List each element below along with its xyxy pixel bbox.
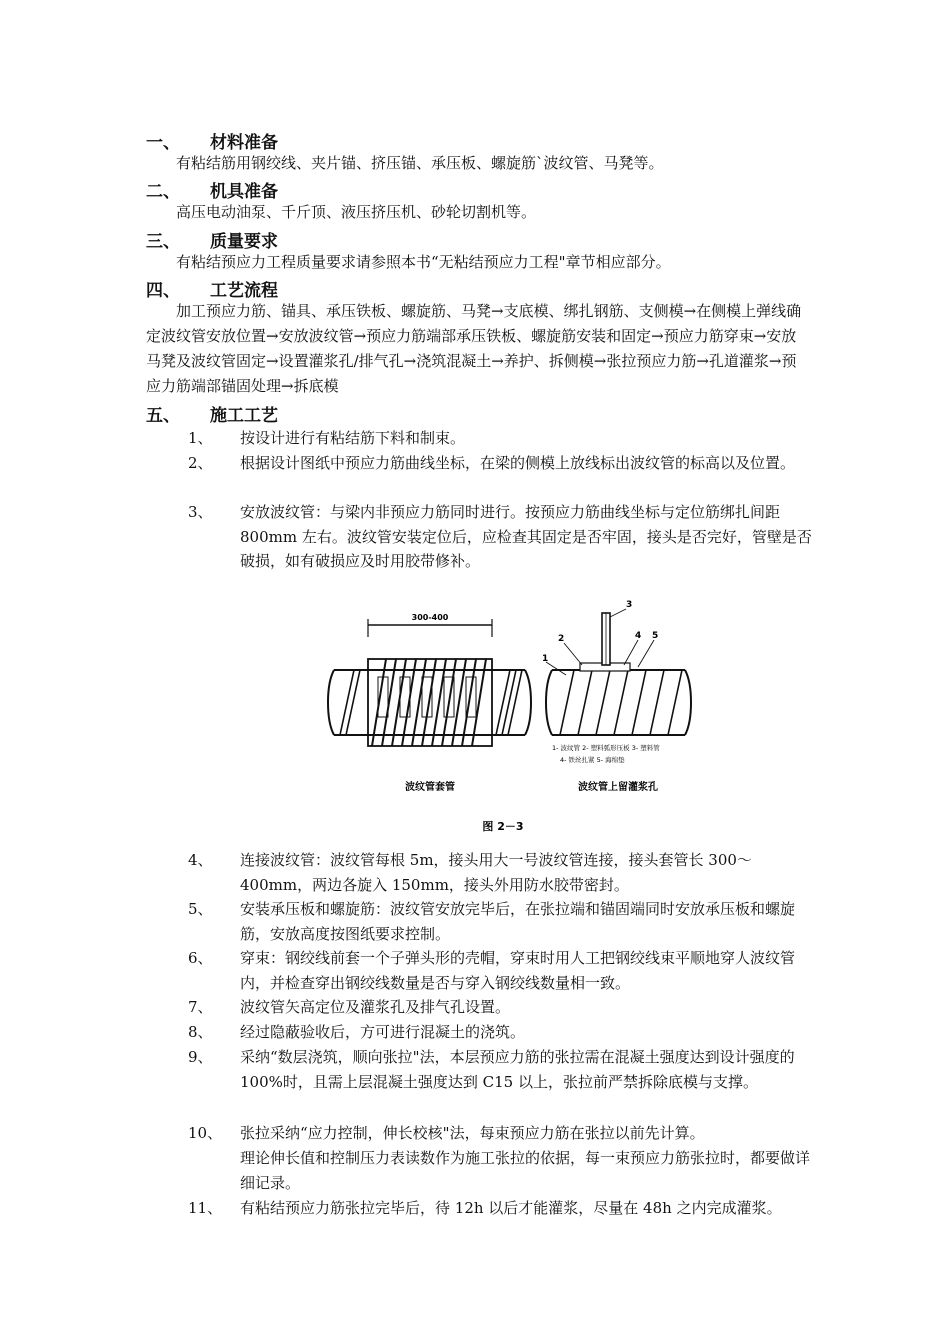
legend-line-1: 1- 波纹管 2- 塑料弧形压板 3- 塑料管 [552,744,660,752]
corrugated-duct-figure [320,595,700,845]
section-heading-2 [146,177,278,202]
step-text: 波纹管矢高定位及灌浆孔及排气孔设置。 [240,998,511,1016]
step-number: 8、 [188,1023,213,1041]
callout-5: 5 [652,631,659,641]
section-title: 工艺流程 [210,281,278,301]
callout-4: 4 [635,631,642,641]
step-number: 11、 [188,1199,223,1217]
section-number: 二、 [146,182,180,202]
section-body: 有粘结预应力工程质量要求请参照本书“无粘结预应力工程"章节相应部分。 [176,253,671,271]
callout-3: 3 [626,600,633,610]
legend-line-2: 4- 铁丝扎紧 5- 海绵垫 [560,756,625,764]
step-text: 根据设计图纸中预应力筋曲线坐标，在梁的侧模上放线标出波纹管的标高以及位置。 [240,454,796,472]
section-number: 五、 [146,406,180,426]
section-number: 一、 [146,133,180,153]
section-heading-3 [146,227,278,252]
callout-2: 2 [558,634,565,644]
step-text: 连接波纹管：波纹管每根 5m，接头用大一号波纹管连接，接头套管长 300～400mm，两边各旋入 150mm，接头外用防水胶带密封。 [240,851,752,894]
section-heading-4 [146,276,278,301]
step-number: 9、 [188,1048,213,1066]
step-number: 6、 [188,949,213,967]
step-number: 3、 [188,503,213,521]
step-number: 10、 [188,1124,223,1142]
step-text: 安装承压板和螺旋筋：波纹管安放完毕后，在张拉端和锚固端同时安放承压板和螺旋筋，安放高度按图纸要求控制。 [240,900,796,943]
step-text: 经过隐蔽验收后，方可进行混凝土的浇筑。 [240,1023,526,1041]
step-number: 4、 [188,851,213,869]
section-title: 施工工艺 [210,406,278,426]
section-title: 材料准备 [210,133,278,153]
step-text: 按设计进行有粘结筋下料和制束。 [240,429,466,447]
duct-sleeve-drawing [328,613,531,793]
section-title: 质量要求 [210,232,278,252]
callout-1: 1 [542,654,549,664]
grout-hole-drawing [542,600,691,793]
section-number: 四、 [146,281,180,301]
step-number: 5、 [188,900,213,918]
step-text: 安放波纹管：与梁内非预应力筋同时进行。按预应力筋曲线坐标与定位筋绑扎间距 800mm 左右。波纹管安装定位后，应检查其固定是否牢固，接头是否完好，管壁是否破损，如有破损应及时用胶带修补。 [240,503,812,570]
step-text: 穿束：钢绞线前套一个子弹头形的壳帽，穿束时用人工把钢绞线束平顺地穿人波纹管内，并检查穿出钢绞线数量是否与穿入钢绞线数量相一致。 [240,949,796,992]
step-number: 7、 [188,998,213,1016]
section-number: 三、 [146,232,180,252]
step-text: 采纳“数层浇筑，顺向张拉"法，本层预应力筋的张拉需在混凝土强度达到设计强度的 100%时，且需上层混凝土强度达到 C15 以上，张拉前严禁拆除底模与支撑。 [240,1048,795,1091]
section-body: 有粘结筋用钢绞线、夹片锚、挤压锚、承压板、螺旋筋`波纹管、马凳等。 [176,154,664,172]
step-10-note: 理论伸长值和控制压力表读数作为施工张拉的依据，每一束预应力筋张拉时，都要做详细记录。 [240,1149,811,1192]
step-number: 1、 [188,429,213,447]
process-flow-text: 加工预应力筋、锚具、承压铁板、螺旋筋、马凳→支底模、绑扎钢筋、支侧模→在侧模上弹线确定波纹管安放位置→安放波纹管→预应力筋端部承压铁板、螺旋筋安装和固定→预应力筋穿束→安放马凳及波纹管固定→设置灌浆孔/排气孔→浇筑混凝土→养护、拆侧模→张拉预应力筋→孔道灌浆→预应力筋端部锚固处理→拆底模 [146,302,802,395]
section-title: 机具准备 [210,182,278,202]
step-text: 张拉采纳“应力控制，伸长校核"法，每束预应力筋在张拉以前先计算。 [240,1124,705,1142]
section-heading-1 [146,128,278,153]
section-heading-5 [146,401,278,426]
right-caption: 波纹管上留灌浆孔 [578,782,658,793]
step-text: 有粘结预应力筋张拉完毕后，待 12h 以后才能灌浆，尽量在 48h 之内完成灌浆。 [240,1199,782,1217]
section-body: 高压电动油泵、千斤顶、液压挤压机、砂轮切割机等。 [176,203,537,221]
dimension-label: 300-400 [411,613,449,622]
figure-number: 图 2－3 [482,820,524,833]
step-number: 2、 [188,454,213,472]
left-caption: 波纹管套管 [405,782,455,793]
